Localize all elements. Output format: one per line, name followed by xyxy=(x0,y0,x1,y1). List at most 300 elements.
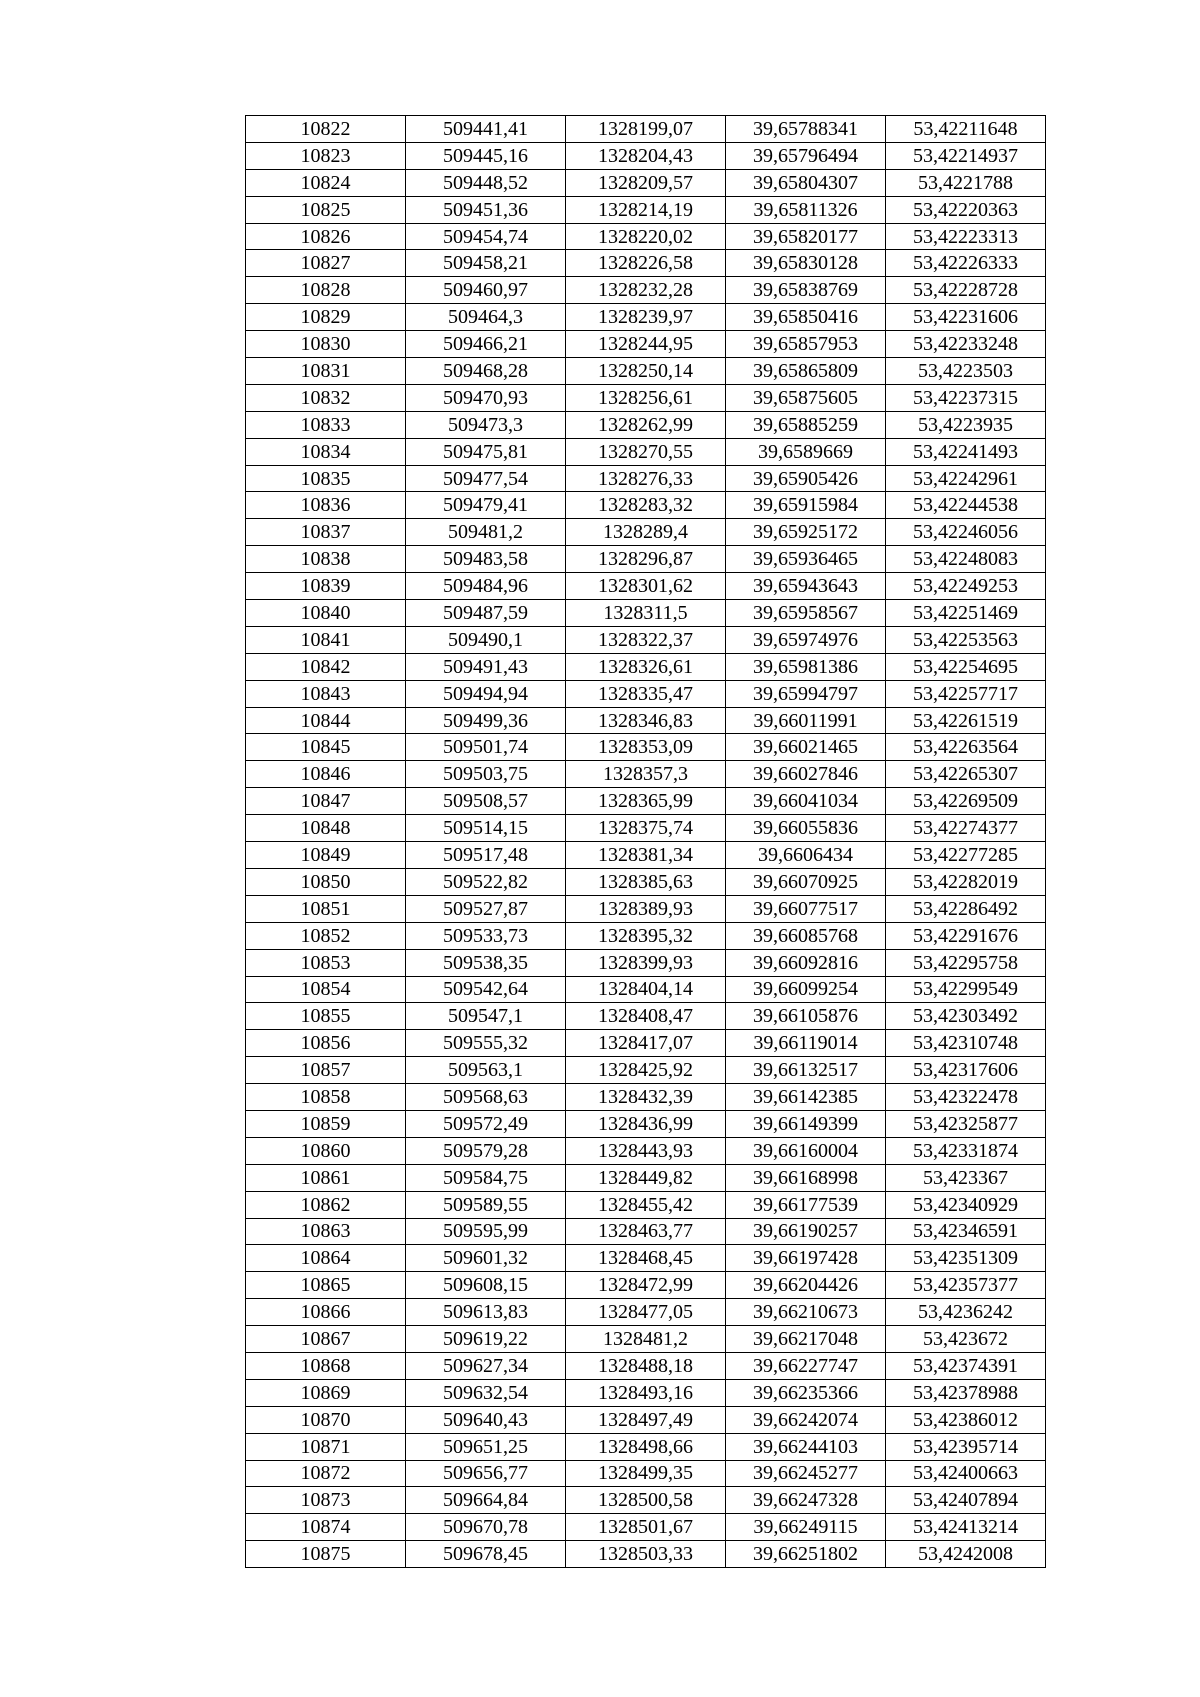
longitude-cell: 39,65885259 xyxy=(726,411,886,438)
y-coordinate-cell: 1328493,16 xyxy=(566,1379,726,1406)
longitude-cell: 39,66149399 xyxy=(726,1110,886,1137)
y-coordinate-cell: 1328477,05 xyxy=(566,1299,726,1326)
latitude-cell: 53,42269509 xyxy=(886,788,1046,815)
y-coordinate-cell: 1328283,32 xyxy=(566,492,726,519)
coordinates-table-body xyxy=(246,116,1046,1568)
latitude-cell: 53,42395714 xyxy=(886,1433,1046,1460)
longitude-cell: 39,66249115 xyxy=(726,1514,886,1541)
x-coordinate-cell: 509484,96 xyxy=(406,573,566,600)
y-coordinate-cell: 1328244,95 xyxy=(566,331,726,358)
point-number-cell: 10861 xyxy=(246,1164,406,1191)
longitude-cell: 39,65958567 xyxy=(726,600,886,627)
table-row xyxy=(246,815,1046,842)
y-coordinate-cell: 1328408,47 xyxy=(566,1003,726,1030)
table-row xyxy=(246,546,1046,573)
x-coordinate-cell: 509595,99 xyxy=(406,1218,566,1245)
point-number-cell: 10850 xyxy=(246,868,406,895)
table-row xyxy=(246,358,1046,385)
point-number-cell: 10869 xyxy=(246,1379,406,1406)
y-coordinate-cell: 1328468,45 xyxy=(566,1245,726,1272)
latitude-cell: 53,42325877 xyxy=(886,1110,1046,1137)
point-number-cell: 10822 xyxy=(246,116,406,143)
latitude-cell: 53,42400663 xyxy=(886,1460,1046,1487)
y-coordinate-cell: 1328214,19 xyxy=(566,196,726,223)
x-coordinate-cell: 509670,78 xyxy=(406,1514,566,1541)
latitude-cell: 53,4242008 xyxy=(886,1541,1046,1568)
table-row xyxy=(246,949,1046,976)
table-row xyxy=(246,1326,1046,1353)
table-row xyxy=(246,734,1046,761)
point-number-cell: 10874 xyxy=(246,1514,406,1541)
point-number-cell: 10856 xyxy=(246,1030,406,1057)
x-coordinate-cell: 509466,21 xyxy=(406,331,566,358)
point-number-cell: 10851 xyxy=(246,895,406,922)
x-coordinate-cell: 509514,15 xyxy=(406,815,566,842)
point-number-cell: 10827 xyxy=(246,250,406,277)
longitude-cell: 39,65981386 xyxy=(726,653,886,680)
y-coordinate-cell: 1328389,93 xyxy=(566,895,726,922)
y-coordinate-cell: 1328488,18 xyxy=(566,1352,726,1379)
table-row xyxy=(246,519,1046,546)
point-number-cell: 10826 xyxy=(246,223,406,250)
longitude-cell: 39,65820177 xyxy=(726,223,886,250)
table-row xyxy=(246,1406,1046,1433)
y-coordinate-cell: 1328501,67 xyxy=(566,1514,726,1541)
y-coordinate-cell: 1328296,87 xyxy=(566,546,726,573)
y-coordinate-cell: 1328270,55 xyxy=(566,438,726,465)
y-coordinate-cell: 1328497,49 xyxy=(566,1406,726,1433)
table-row xyxy=(246,142,1046,169)
point-number-cell: 10875 xyxy=(246,1541,406,1568)
y-coordinate-cell: 1328417,07 xyxy=(566,1030,726,1057)
x-coordinate-cell: 509568,63 xyxy=(406,1084,566,1111)
longitude-cell: 39,66077517 xyxy=(726,895,886,922)
latitude-cell: 53,42282019 xyxy=(886,868,1046,895)
x-coordinate-cell: 509464,3 xyxy=(406,304,566,331)
table-row xyxy=(246,1433,1046,1460)
x-coordinate-cell: 509563,1 xyxy=(406,1057,566,1084)
latitude-cell: 53,42223313 xyxy=(886,223,1046,250)
y-coordinate-cell: 1328375,74 xyxy=(566,815,726,842)
longitude-cell: 39,65925172 xyxy=(726,519,886,546)
longitude-cell: 39,65936465 xyxy=(726,546,886,573)
latitude-cell: 53,42310748 xyxy=(886,1030,1046,1057)
table-row xyxy=(246,465,1046,492)
longitude-cell: 39,66245277 xyxy=(726,1460,886,1487)
point-number-cell: 10837 xyxy=(246,519,406,546)
longitude-cell: 39,65830128 xyxy=(726,250,886,277)
y-coordinate-cell: 1328209,57 xyxy=(566,169,726,196)
longitude-cell: 39,65811326 xyxy=(726,196,886,223)
longitude-cell: 39,66085768 xyxy=(726,922,886,949)
longitude-cell: 39,66055836 xyxy=(726,815,886,842)
x-coordinate-cell: 509527,87 xyxy=(406,895,566,922)
y-coordinate-cell: 1328443,93 xyxy=(566,1137,726,1164)
table-row xyxy=(246,277,1046,304)
table-row xyxy=(246,1057,1046,1084)
longitude-cell: 39,66041034 xyxy=(726,788,886,815)
longitude-cell: 39,65804307 xyxy=(726,169,886,196)
point-number-cell: 10855 xyxy=(246,1003,406,1030)
longitude-cell: 39,66142385 xyxy=(726,1084,886,1111)
table-row xyxy=(246,1110,1046,1137)
y-coordinate-cell: 1328436,99 xyxy=(566,1110,726,1137)
latitude-cell: 53,42286492 xyxy=(886,895,1046,922)
x-coordinate-cell: 509494,94 xyxy=(406,680,566,707)
y-coordinate-cell: 1328503,33 xyxy=(566,1541,726,1568)
y-coordinate-cell: 1328381,34 xyxy=(566,842,726,869)
point-number-cell: 10847 xyxy=(246,788,406,815)
y-coordinate-cell: 1328449,82 xyxy=(566,1164,726,1191)
latitude-cell: 53,42386012 xyxy=(886,1406,1046,1433)
latitude-cell: 53,42248083 xyxy=(886,546,1046,573)
point-number-cell: 10825 xyxy=(246,196,406,223)
longitude-cell: 39,66235366 xyxy=(726,1379,886,1406)
point-number-cell: 10823 xyxy=(246,142,406,169)
point-number-cell: 10833 xyxy=(246,411,406,438)
point-number-cell: 10844 xyxy=(246,707,406,734)
latitude-cell: 53,4236242 xyxy=(886,1299,1046,1326)
y-coordinate-cell: 1328289,4 xyxy=(566,519,726,546)
x-coordinate-cell: 509481,2 xyxy=(406,519,566,546)
latitude-cell: 53,42274377 xyxy=(886,815,1046,842)
y-coordinate-cell: 1328226,58 xyxy=(566,250,726,277)
table-row xyxy=(246,116,1046,143)
latitude-cell: 53,42231606 xyxy=(886,304,1046,331)
longitude-cell: 39,65857953 xyxy=(726,331,886,358)
x-coordinate-cell: 509522,82 xyxy=(406,868,566,895)
latitude-cell: 53,4223503 xyxy=(886,358,1046,385)
table-row xyxy=(246,384,1046,411)
latitude-cell: 53,42246056 xyxy=(886,519,1046,546)
latitude-cell: 53,42378988 xyxy=(886,1379,1046,1406)
table-row xyxy=(246,331,1046,358)
x-coordinate-cell: 509613,83 xyxy=(406,1299,566,1326)
longitude-cell: 39,66027846 xyxy=(726,761,886,788)
x-coordinate-cell: 509460,97 xyxy=(406,277,566,304)
x-coordinate-cell: 509454,74 xyxy=(406,223,566,250)
x-coordinate-cell: 509619,22 xyxy=(406,1326,566,1353)
table-row xyxy=(246,1003,1046,1030)
y-coordinate-cell: 1328404,14 xyxy=(566,976,726,1003)
point-number-cell: 10860 xyxy=(246,1137,406,1164)
x-coordinate-cell: 509448,52 xyxy=(406,169,566,196)
point-number-cell: 10838 xyxy=(246,546,406,573)
y-coordinate-cell: 1328481,2 xyxy=(566,1326,726,1353)
y-coordinate-cell: 1328220,02 xyxy=(566,223,726,250)
x-coordinate-cell: 509608,15 xyxy=(406,1272,566,1299)
x-coordinate-cell: 509651,25 xyxy=(406,1433,566,1460)
longitude-cell: 39,66177539 xyxy=(726,1191,886,1218)
longitude-cell: 39,66011991 xyxy=(726,707,886,734)
y-coordinate-cell: 1328385,63 xyxy=(566,868,726,895)
longitude-cell: 39,65875605 xyxy=(726,384,886,411)
point-number-cell: 10834 xyxy=(246,438,406,465)
longitude-cell: 39,66070925 xyxy=(726,868,886,895)
x-coordinate-cell: 509664,84 xyxy=(406,1487,566,1514)
point-number-cell: 10829 xyxy=(246,304,406,331)
longitude-cell: 39,66105876 xyxy=(726,1003,886,1030)
latitude-cell: 53,42261519 xyxy=(886,707,1046,734)
latitude-cell: 53,42254695 xyxy=(886,653,1046,680)
y-coordinate-cell: 1328301,62 xyxy=(566,573,726,600)
table-row xyxy=(246,1245,1046,1272)
latitude-cell: 53,42303492 xyxy=(886,1003,1046,1030)
x-coordinate-cell: 509517,48 xyxy=(406,842,566,869)
point-number-cell: 10824 xyxy=(246,169,406,196)
table-row xyxy=(246,707,1046,734)
latitude-cell: 53,4221788 xyxy=(886,169,1046,196)
point-number-cell: 10854 xyxy=(246,976,406,1003)
table-row xyxy=(246,1514,1046,1541)
y-coordinate-cell: 1328432,39 xyxy=(566,1084,726,1111)
point-number-cell: 10840 xyxy=(246,600,406,627)
longitude-cell: 39,66021465 xyxy=(726,734,886,761)
x-coordinate-cell: 509441,41 xyxy=(406,116,566,143)
longitude-cell: 39,65838769 xyxy=(726,277,886,304)
longitude-cell: 39,65943643 xyxy=(726,573,886,600)
longitude-cell: 39,66099254 xyxy=(726,976,886,1003)
point-number-cell: 10863 xyxy=(246,1218,406,1245)
x-coordinate-cell: 509451,36 xyxy=(406,196,566,223)
longitude-cell: 39,65994797 xyxy=(726,680,886,707)
table-row xyxy=(246,842,1046,869)
point-number-cell: 10865 xyxy=(246,1272,406,1299)
latitude-cell: 53,42220363 xyxy=(886,196,1046,223)
table-row xyxy=(246,1352,1046,1379)
latitude-cell: 53,42291676 xyxy=(886,922,1046,949)
longitude-cell: 39,6606434 xyxy=(726,842,886,869)
latitude-cell: 53,42237315 xyxy=(886,384,1046,411)
longitude-cell: 39,66210673 xyxy=(726,1299,886,1326)
latitude-cell: 53,42265307 xyxy=(886,761,1046,788)
latitude-cell: 53,42257717 xyxy=(886,680,1046,707)
y-coordinate-cell: 1328500,58 xyxy=(566,1487,726,1514)
y-coordinate-cell: 1328250,14 xyxy=(566,358,726,385)
longitude-cell: 39,66197428 xyxy=(726,1245,886,1272)
y-coordinate-cell: 1328239,97 xyxy=(566,304,726,331)
table-row xyxy=(246,223,1046,250)
latitude-cell: 53,42244538 xyxy=(886,492,1046,519)
table-row xyxy=(246,1460,1046,1487)
table-row xyxy=(246,1487,1046,1514)
latitude-cell: 53,42295758 xyxy=(886,949,1046,976)
point-number-cell: 10830 xyxy=(246,331,406,358)
table-row xyxy=(246,1218,1046,1245)
latitude-cell: 53,423672 xyxy=(886,1326,1046,1353)
table-row xyxy=(246,626,1046,653)
table-row xyxy=(246,196,1046,223)
latitude-cell: 53,42228728 xyxy=(886,277,1046,304)
point-number-cell: 10831 xyxy=(246,358,406,385)
y-coordinate-cell: 1328232,28 xyxy=(566,277,726,304)
longitude-cell: 39,66227747 xyxy=(726,1352,886,1379)
x-coordinate-cell: 509533,73 xyxy=(406,922,566,949)
x-coordinate-cell: 509572,49 xyxy=(406,1110,566,1137)
latitude-cell: 53,42226333 xyxy=(886,250,1046,277)
longitude-cell: 39,65974976 xyxy=(726,626,886,653)
latitude-cell: 53,42249253 xyxy=(886,573,1046,600)
latitude-cell: 53,42299549 xyxy=(886,976,1046,1003)
x-coordinate-cell: 509445,16 xyxy=(406,142,566,169)
point-number-cell: 10857 xyxy=(246,1057,406,1084)
y-coordinate-cell: 1328425,92 xyxy=(566,1057,726,1084)
point-number-cell: 10842 xyxy=(246,653,406,680)
longitude-cell: 39,66217048 xyxy=(726,1326,886,1353)
longitude-cell: 39,66204426 xyxy=(726,1272,886,1299)
x-coordinate-cell: 509475,81 xyxy=(406,438,566,465)
latitude-cell: 53,42214937 xyxy=(886,142,1046,169)
latitude-cell: 53,42340929 xyxy=(886,1191,1046,1218)
x-coordinate-cell: 509468,28 xyxy=(406,358,566,385)
y-coordinate-cell: 1328204,43 xyxy=(566,142,726,169)
point-number-cell: 10862 xyxy=(246,1191,406,1218)
y-coordinate-cell: 1328262,99 xyxy=(566,411,726,438)
point-number-cell: 10848 xyxy=(246,815,406,842)
x-coordinate-cell: 509477,54 xyxy=(406,465,566,492)
table-row xyxy=(246,895,1046,922)
latitude-cell: 53,42241493 xyxy=(886,438,1046,465)
longitude-cell: 39,65865809 xyxy=(726,358,886,385)
x-coordinate-cell: 509470,93 xyxy=(406,384,566,411)
point-number-cell: 10871 xyxy=(246,1433,406,1460)
latitude-cell: 53,42322478 xyxy=(886,1084,1046,1111)
latitude-cell: 53,42253563 xyxy=(886,626,1046,653)
point-number-cell: 10864 xyxy=(246,1245,406,1272)
point-number-cell: 10836 xyxy=(246,492,406,519)
point-number-cell: 10841 xyxy=(246,626,406,653)
point-number-cell: 10828 xyxy=(246,277,406,304)
x-coordinate-cell: 509547,1 xyxy=(406,1003,566,1030)
point-number-cell: 10868 xyxy=(246,1352,406,1379)
latitude-cell: 53,42407894 xyxy=(886,1487,1046,1514)
table-row xyxy=(246,169,1046,196)
point-number-cell: 10839 xyxy=(246,573,406,600)
y-coordinate-cell: 1328472,99 xyxy=(566,1272,726,1299)
point-number-cell: 10852 xyxy=(246,922,406,949)
latitude-cell: 53,4223935 xyxy=(886,411,1046,438)
longitude-cell: 39,66190257 xyxy=(726,1218,886,1245)
table-row xyxy=(246,1299,1046,1326)
table-row xyxy=(246,1030,1046,1057)
table-row xyxy=(246,1272,1046,1299)
x-coordinate-cell: 509601,32 xyxy=(406,1245,566,1272)
x-coordinate-cell: 509632,54 xyxy=(406,1379,566,1406)
x-coordinate-cell: 509503,75 xyxy=(406,761,566,788)
table-row xyxy=(246,1191,1046,1218)
x-coordinate-cell: 509501,74 xyxy=(406,734,566,761)
table-row xyxy=(246,1541,1046,1568)
longitude-cell: 39,65788341 xyxy=(726,116,886,143)
latitude-cell: 53,42357377 xyxy=(886,1272,1046,1299)
latitude-cell: 53,42331874 xyxy=(886,1137,1046,1164)
table-row xyxy=(246,1379,1046,1406)
point-number-cell: 10849 xyxy=(246,842,406,869)
longitude-cell: 39,65850416 xyxy=(726,304,886,331)
point-number-cell: 10845 xyxy=(246,734,406,761)
table-row xyxy=(246,680,1046,707)
latitude-cell: 53,42277285 xyxy=(886,842,1046,869)
latitude-cell: 53,423367 xyxy=(886,1164,1046,1191)
latitude-cell: 53,42351309 xyxy=(886,1245,1046,1272)
table-row xyxy=(246,492,1046,519)
point-number-cell: 10843 xyxy=(246,680,406,707)
table-row xyxy=(246,1084,1046,1111)
x-coordinate-cell: 509458,21 xyxy=(406,250,566,277)
x-coordinate-cell: 509584,75 xyxy=(406,1164,566,1191)
longitude-cell: 39,66247328 xyxy=(726,1487,886,1514)
longitude-cell: 39,66160004 xyxy=(726,1137,886,1164)
longitude-cell: 39,65915984 xyxy=(726,492,886,519)
y-coordinate-cell: 1328256,61 xyxy=(566,384,726,411)
x-coordinate-cell: 509579,28 xyxy=(406,1137,566,1164)
table-row xyxy=(246,573,1046,600)
point-number-cell: 10835 xyxy=(246,465,406,492)
table-row xyxy=(246,438,1046,465)
longitude-cell: 39,6589669 xyxy=(726,438,886,465)
point-number-cell: 10867 xyxy=(246,1326,406,1353)
x-coordinate-cell: 509479,41 xyxy=(406,492,566,519)
x-coordinate-cell: 509656,77 xyxy=(406,1460,566,1487)
latitude-cell: 53,42346591 xyxy=(886,1218,1046,1245)
x-coordinate-cell: 509542,64 xyxy=(406,976,566,1003)
x-coordinate-cell: 509678,45 xyxy=(406,1541,566,1568)
table-row xyxy=(246,788,1046,815)
y-coordinate-cell: 1328326,61 xyxy=(566,653,726,680)
latitude-cell: 53,42211648 xyxy=(886,116,1046,143)
coordinates-table xyxy=(245,115,1046,1568)
y-coordinate-cell: 1328199,07 xyxy=(566,116,726,143)
x-coordinate-cell: 509627,34 xyxy=(406,1352,566,1379)
latitude-cell: 53,42242961 xyxy=(886,465,1046,492)
x-coordinate-cell: 509555,32 xyxy=(406,1030,566,1057)
x-coordinate-cell: 509589,55 xyxy=(406,1191,566,1218)
y-coordinate-cell: 1328335,47 xyxy=(566,680,726,707)
y-coordinate-cell: 1328455,42 xyxy=(566,1191,726,1218)
table-row xyxy=(246,976,1046,1003)
table-row xyxy=(246,600,1046,627)
point-number-cell: 10832 xyxy=(246,384,406,411)
table-row xyxy=(246,1137,1046,1164)
y-coordinate-cell: 1328499,35 xyxy=(566,1460,726,1487)
longitude-cell: 39,65796494 xyxy=(726,142,886,169)
x-coordinate-cell: 509538,35 xyxy=(406,949,566,976)
point-number-cell: 10846 xyxy=(246,761,406,788)
longitude-cell: 39,66242074 xyxy=(726,1406,886,1433)
x-coordinate-cell: 509490,1 xyxy=(406,626,566,653)
latitude-cell: 53,42413214 xyxy=(886,1514,1046,1541)
latitude-cell: 53,42263564 xyxy=(886,734,1046,761)
longitude-cell: 39,66092816 xyxy=(726,949,886,976)
table-row xyxy=(246,1164,1046,1191)
longitude-cell: 39,66119014 xyxy=(726,1030,886,1057)
point-number-cell: 10872 xyxy=(246,1460,406,1487)
table-row xyxy=(246,761,1046,788)
y-coordinate-cell: 1328498,66 xyxy=(566,1433,726,1460)
point-number-cell: 10866 xyxy=(246,1299,406,1326)
table-row xyxy=(246,653,1046,680)
x-coordinate-cell: 509483,58 xyxy=(406,546,566,573)
point-number-cell: 10873 xyxy=(246,1487,406,1514)
y-coordinate-cell: 1328365,99 xyxy=(566,788,726,815)
y-coordinate-cell: 1328311,5 xyxy=(566,600,726,627)
point-number-cell: 10853 xyxy=(246,949,406,976)
latitude-cell: 53,42317606 xyxy=(886,1057,1046,1084)
longitude-cell: 39,66168998 xyxy=(726,1164,886,1191)
point-number-cell: 10859 xyxy=(246,1110,406,1137)
latitude-cell: 53,42251469 xyxy=(886,600,1046,627)
y-coordinate-cell: 1328322,37 xyxy=(566,626,726,653)
